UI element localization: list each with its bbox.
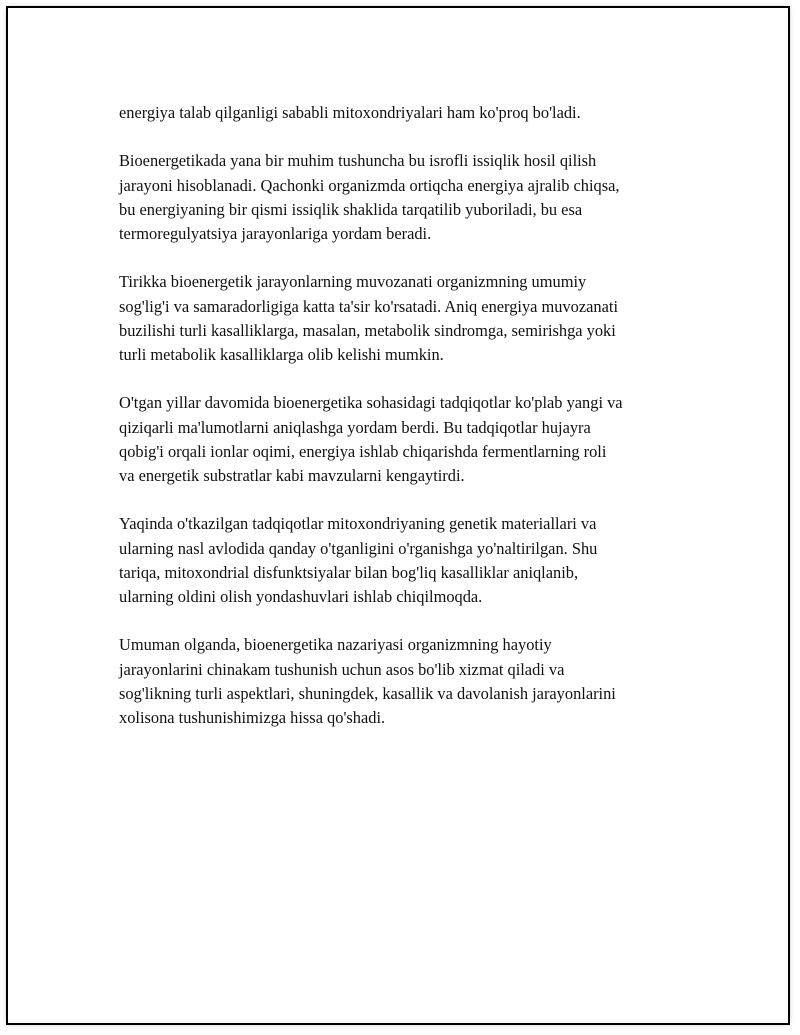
paragraph-3: [119, 270, 719, 367]
text-line: energiya talab qilganligi sababli mitoxondriyalari ham ko'proq bo'ladi.: [119, 103, 581, 122]
text-line: O'tgan yillar davomida bioenergetika sohasidagi tadqiqotlar ko'plab yangi va: [119, 393, 623, 413]
text-line: tariqa, mitoxondrial disfunktsiyalar bilan bog'liq kasalliklar aniqlanib,: [119, 562, 579, 582]
text-line: qiziqarli ma'lumotlarni aniqlashga yordam berdi. Bu tadqiqotlar hujayra: [119, 417, 591, 437]
text-line: termoregulyatsiya jarayonlariga yordam beradi.: [119, 224, 432, 243]
text-line: xolisona tushunishimizga hissa qo'shadi.: [119, 708, 386, 727]
paragraph-5: [119, 512, 719, 609]
text-line: turli metabolik kasalliklarga olib kelishi mumkin.: [119, 345, 444, 364]
text-line: Yaqinda o'tkazilgan tadqiqotlar mitoxondriyaning genetik materiallari va: [119, 514, 597, 534]
paragraph-4: [119, 391, 719, 488]
text-line: ularning nasl avlodida qanday o'tganligini o'rganishga yo'naltirilgan. Shu: [119, 538, 598, 558]
text-line: jarayoni hisoblanadi. Qachonki organizmda ortiqcha energiya ajralib chiqsa,: [119, 175, 620, 195]
paragraph-1: [119, 101, 719, 125]
text-line: jarayonlarini chinakam tushunish uchun asos bo'lib xizmat qiladi va: [119, 659, 565, 679]
text-line: ularning oldini olish yondashuvlari ishlab chiqilmoqda.: [119, 587, 483, 606]
text-line: sog'likning turli aspektlari, shuningdek, kasallik va davolanish jarayonlarini: [119, 683, 616, 703]
paragraph-6: [119, 633, 719, 730]
text-line: sog'lig'i va samaradorligiga katta ta'sir ko'rsatadi. Aniq energiya muvozanati: [119, 296, 618, 316]
text-line: Tirikka bioenergetik jarayonlarning muvozanati organizmning umumiy: [119, 272, 587, 292]
page-frame: [6, 6, 790, 1025]
document-body: [119, 101, 719, 754]
text-line: va energetik substratlar kabi mavzularni kengaytirdi.: [119, 466, 465, 485]
paragraph-2: [119, 149, 719, 246]
text-line: bu energiyaning bir qismi issiqlik shaklida tarqatilib yuboriladi, bu esa: [119, 199, 583, 219]
text-line: buzilishi turli kasalliklarga, masalan, metabolik sindromga, semirishga yoki: [119, 320, 616, 340]
text-line: Umuman olganda, bioenergetika nazariyasi organizmning hayotiy: [119, 635, 552, 655]
text-line: qobig'i orqali ionlar oqimi, energiya ishlab chiqarishda fermentlarning roli: [119, 441, 607, 461]
text-line: Bioenergetikada yana bir muhim tushuncha bu isrofli issiqlik hosil qilish: [119, 151, 597, 171]
